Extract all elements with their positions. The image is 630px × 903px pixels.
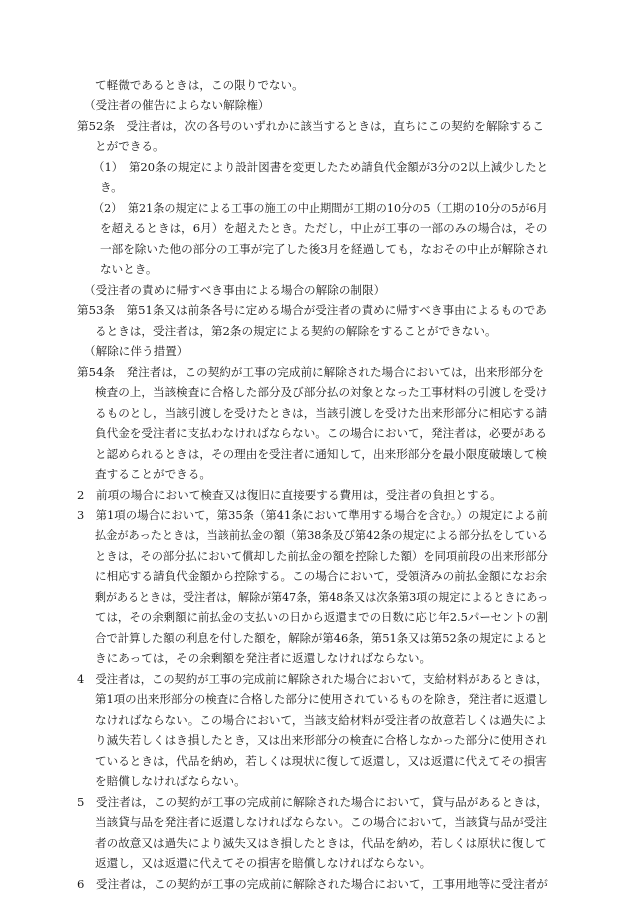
text-line: り滅失若しくはき損したとき，又は出来形部分の検査に合格しなかった部分に使用され [95, 733, 547, 748]
text-line: き。 [100, 180, 123, 195]
text-line: を超えるときは，6月）を超えたとき。ただし，中止が工事の一部のみの場合は，その [100, 221, 548, 236]
paragraph-3: 3 第1項の場合において，第35条（第41条において準用する場合を含む。）の規定による前 [77, 507, 548, 522]
text-line: 当該貸与品を発注者に返還しなければならない。この場合において，当該貸与品が受注 [95, 815, 547, 830]
text-line: 一部を除いた他の部分の工事が完了した後3月を経過しても，なおその中止が解除され [100, 241, 548, 256]
text-line: 返還し，又は返還に代えてその損害を賠償しなければならない。 [95, 856, 432, 871]
text-line: 合で計算した額の利息を付した額を，解除が第46条，第51条又は第52条の規定によると [95, 630, 548, 645]
article-54: 第54条 発注者は，この契約が工事の完成前に解除された場合においては，出来形部分を [77, 364, 544, 379]
article-53: 第53条 第51条又は前条各号に定める場合が受注者の責めに帰すべき事由によるものであ [77, 303, 547, 318]
text-line: て軽微であるときは，この限りでない。 [95, 78, 304, 92]
text-line: を賠償しなければならない。 [95, 774, 246, 789]
text-line: ないとき。 [100, 262, 158, 277]
text-line: るときは，受注者は，第2条の規定による契約の解除をすることができない。 [95, 323, 497, 338]
text-line: きにあっては，その余剰額を発注者に返還しなければならない。 [95, 651, 432, 666]
text-line: に相応する請負代金額から控除する。この場合において，受領済みの前払金額になお余 [95, 569, 547, 584]
text-line: 第1項の出来形部分の検査に合格した部分に使用されているものを除き，発注者に返還し [95, 692, 549, 707]
text-line: とができる。 [95, 139, 165, 154]
text-line: るものとし，当該引渡しを受けたときは，当該引渡しを受けた出来形部分に相応する請 [95, 405, 548, 420]
text-line: 査することができる。 [95, 467, 211, 482]
text-line: ては，その余剰額に前払金の支払いの日から返還までの日数に応じ年2.5パーセントの割 [95, 610, 548, 625]
item-2: （2） 第21条の規定による工事の施工の中止期間が工期の10分の5（工期の10分の5が6月 [93, 200, 548, 215]
paragraph-5: 5 受注者は，この契約が工事の完成前に解除された場合において，貸与品があるときは， [77, 794, 548, 809]
item-1: （1） 第20条の規定により設計図書を変更したため請負代金額が3分の2以上減少したと [93, 159, 549, 174]
text-line: ているときは，代品を納め，若しくは現状に復して返還し，又は返還に代えてその損害 [95, 753, 547, 768]
paragraph-6: 6 受注者は，この契約が工事の完成前に解除された場合において，工事用地等に受注者が [77, 876, 548, 891]
paragraph-2: 2 前項の場合において検査又は復旧に直接要する費用は，受注者の負担とする。 [77, 487, 502, 502]
text-line: 払金があったときは，当該前払金の額（第38条及び第42条の規定による部分払をしている [95, 528, 548, 543]
text-line: 検査の上，当該検査に合格した部分及び部分払の対象となった工事材料の引渡しを受け [95, 385, 548, 400]
text-line: なければならない。この場合において，当該支給材料が受注者の故意若しくは過失によ [95, 712, 547, 727]
paragraph-4: 4 受注者は，この契約が工事の完成前に解除された場合において，支給材料があるときは， [77, 671, 548, 686]
section-heading: （受注者の催告によらない解除権） [84, 98, 270, 113]
text-line: ときは，その部分払において償却した前払金の額を控除した額）を同項前段の出来形部分 [95, 548, 548, 563]
text-line: と認められるときは，その理由を受注者に通知して，出来形部分を最小限度破壊して検 [95, 446, 547, 461]
section-heading: （受注者の責めに帰すべき事由による場合の解除の制限） [84, 282, 386, 297]
article-52: 第52条 受注者は，次の各号のいずれかに該当するときは，直ちにこの契約を解除するこ [77, 118, 544, 133]
text-line: 者の故意又は過失により滅失又はき損したときは，代品を納め，若しくは原状に復して [95, 835, 547, 850]
text-line: 負代金を受注者に支払わなければならない。この場合において，発注者は，必要がある [95, 426, 547, 441]
section-heading: （解除に伴う措置） [84, 344, 189, 359]
text-line: 剰があるときは，受注者は，解除が第47条，第48条又は次条第3項の規定によるときにあっ [95, 589, 549, 604]
